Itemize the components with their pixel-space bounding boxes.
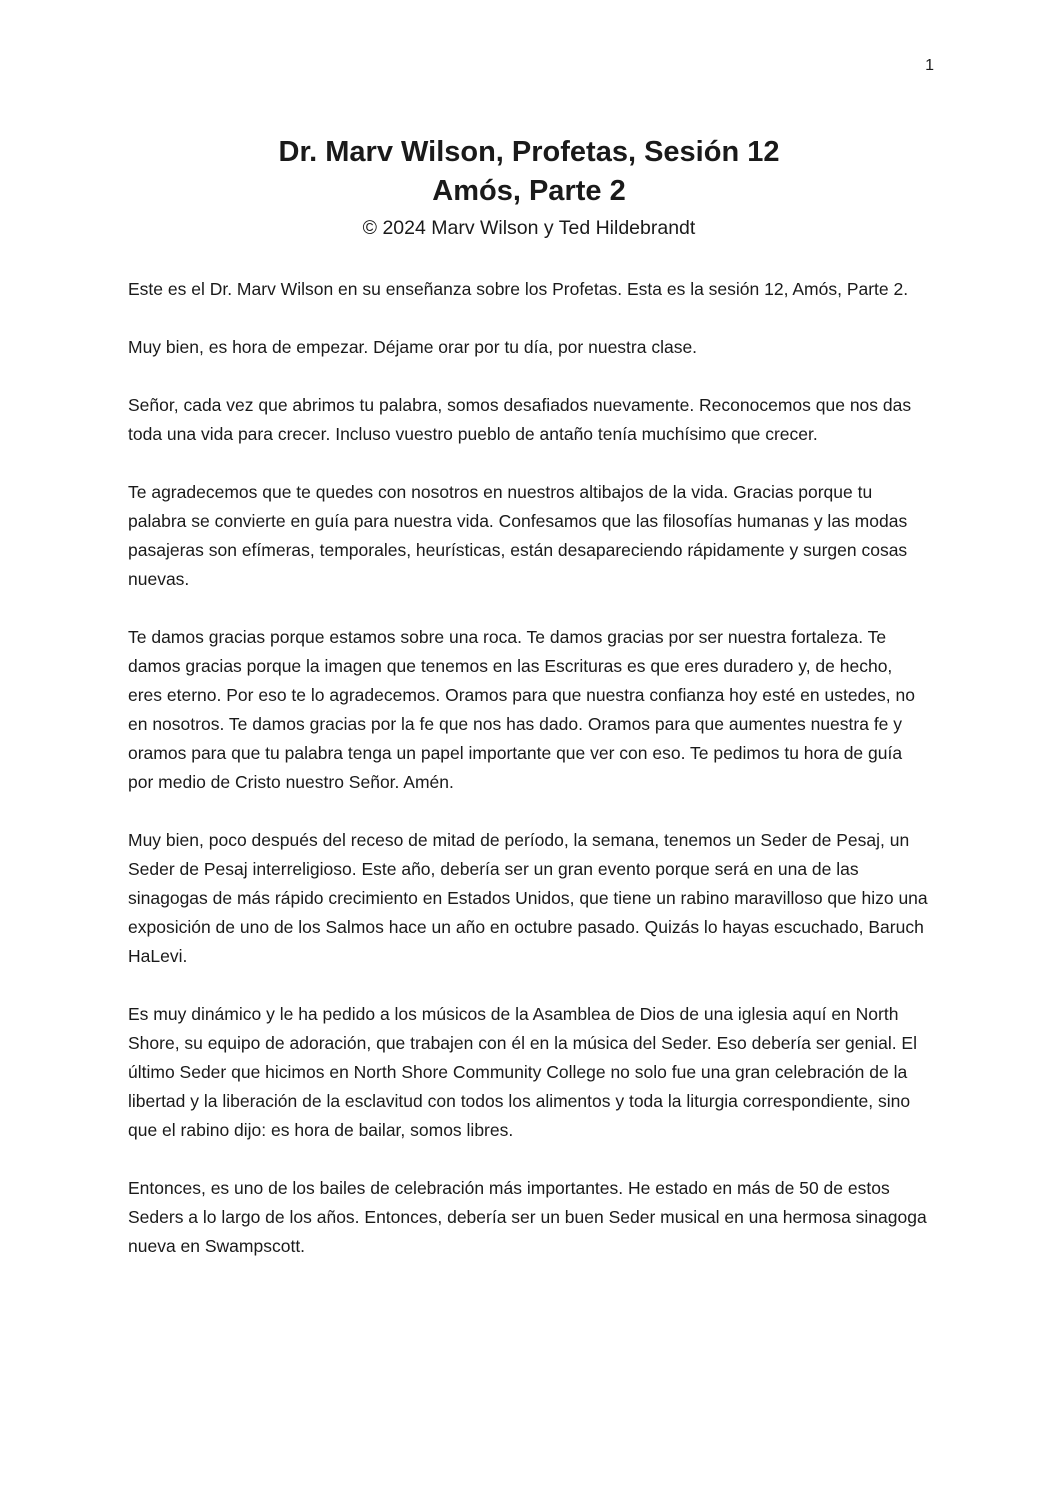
document-title-line2: Amós, Parte 2 <box>432 175 626 207</box>
paragraph-intro: Este es el Dr. Marv Wilson en su enseñanza sobre los Profetas. Esta es la sesión 12, Amós, Parte 2. <box>128 279 909 299</box>
paragraph-opening: Muy bien, es hora de empezar. Déjame orar por tu día, por nuestra clase. <box>128 337 698 357</box>
copyright-line: © 2024 Marv Wilson y Ted Hildebrandt <box>362 217 696 239</box>
paragraph-seder-3: Entonces, es uno de los bailes de celebración más importantes. He estado en más de 50 de estos Seders a lo largo de los años. Entonces, debería ser un buen Seder musical en una hermosa sinagoga nueva en Swampscott. <box>128 1178 927 1256</box>
paragraph-prayer-1: Señor, cada vez que abrimos tu palabra, somos desafiados nuevamente. Reconocemos que nos das toda una vida para crecer. Incluso vuestro pueblo de antaño tenía muchísimo que crecer. <box>128 395 912 444</box>
page-number: 1 <box>925 57 934 74</box>
document-title-line1: Dr. Marv Wilson, Profetas, Sesión 12 <box>278 136 780 168</box>
paragraph-prayer-2: Te agradecemos que te quedes con nosotros en nuestros altibajos de la vida. Gracias porque tu palabra se convierte en guía para nuestra vida. Confesamos que las filosofías humanas y las modas pasajeras son efímeras, temporales, heurísticas, están desapareciendo rápidamente y surgen cosas nuevas. <box>128 482 908 589</box>
paragraph-prayer-3: Te damos gracias porque estamos sobre una roca. Te damos gracias por ser nuestra fortaleza. Te damos gracias porque la imagen que tenemos en las Escrituras es que eres duradero y, de hecho, eres eterno. Por eso te lo agradecemos. Oramos para que nuestra confianza hoy esté en ustedes, no en nosotros. Te damos gracias por la fe que nos has dado. Oramos para que aumentes nuestra fe y oramos para que tu palabra tenga un papel importante que ver con eso. Te pedimos tu hora de guía por medio de Cristo nuestro Señor. Amén. <box>128 627 915 792</box>
document-body <box>128 275 930 1261</box>
paragraph-seder-1: Muy bien, poco después del receso de mitad de período, la semana, tenemos un Seder de Pesaj, un Seder de Pesaj interreligioso. Este año, debería ser un gran evento porque será en una de las sinagogas de más rápido crecimiento en Estados Unidos, que tiene un rabino maravilloso que hizo una exposición de uno de los Salmos hace un año en octubre pasado. Quizás lo hayas escuchado, Baruch HaLevi. <box>128 830 928 966</box>
paragraph-seder-2: Es muy dinámico y le ha pedido a los músicos de la Asamblea de Dios de una iglesia aquí en North Shore, su equipo de adoración, que trabajen con él en la música del Seder. Eso debería ser genial. El último Seder que hicimos en North Shore Community College no solo fue una gran celebración de la libertad y la liberación de la esclavitud con todos los alimentos y toda la liturgia correspondiente, sino que el rabino dijo: es hora de bailar, somos libres. <box>128 1004 917 1140</box>
title-block <box>128 133 930 243</box>
